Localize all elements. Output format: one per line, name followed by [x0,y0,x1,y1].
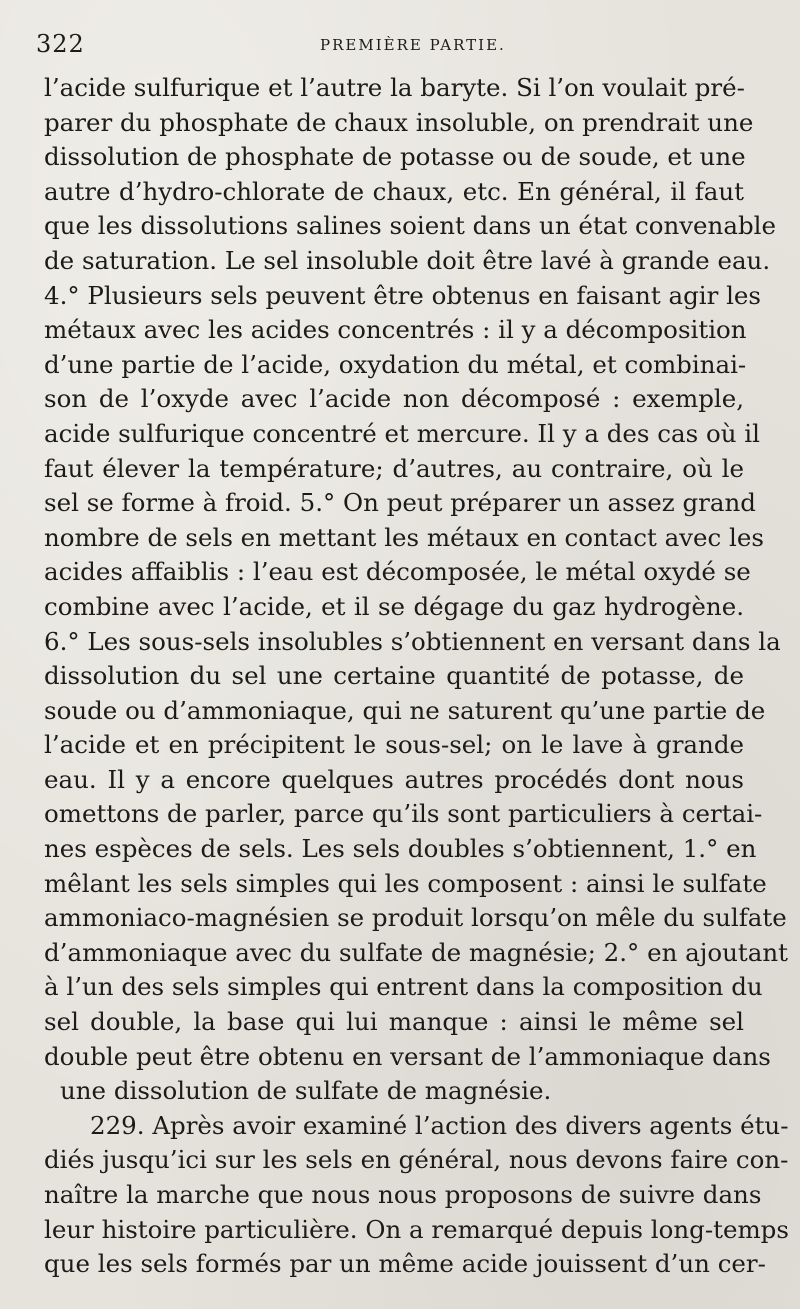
text-line: combine avec l’acide, et il se dégage du gaz hydrogène. [44,591,744,621]
running-title: PREMIÈRE PARTIE. [320,36,506,54]
text-line: métaux avec les acides concentrés : il y a décomposition [44,315,747,345]
text-line: d’ammoniaque avec du sulfate de magnésie; 2.° en ajoutant [44,937,788,967]
text-line: nombre de sels en mettant les métaux en contact avec les [44,522,764,552]
text-line: mêlant les sels simples qui les composent : ainsi le sulfate [44,868,767,898]
text-line: de saturation. Le sel insoluble doit être lavé à grande eau. [44,245,771,275]
text-line: autre d’hydro-chlorate de chaux, etc. En général, il faut [44,176,744,206]
text-line: que les sels formés par un même acide jouissent d’un cer- [44,1249,766,1279]
text-line: dissolution de phosphate de potasse ou de soude, et une [44,142,746,172]
text-line: acide sulfurique concentré et mercure. Il y a des cas où il [44,418,760,448]
text-line: leur histoire particulière. On a remarqué depuis long-temps [44,1214,789,1244]
text-line: eau. Il y a encore quelques autres procédés dont nous [44,764,744,794]
text-line: une dissolution de sulfate de magnésie. [60,1076,552,1106]
running-head [36,30,740,60]
text-line: naître la marche que nous nous proposons de suivre dans [44,1180,762,1209]
text-line: son de l’oxyde avec l’acide non décomposé : exemple, [44,384,744,414]
text-line: faut élever la température; d’autres, au contraire, où le [44,453,744,483]
text-line: sel double, la base qui lui manque : ainsi le même sel [44,1007,744,1037]
text-line: nes espèces de sels. Les sels doubles s’obtiennent, 1.° en [44,834,757,864]
body-text [44,71,789,1282]
text-line: omettons de parler, parce qu’ils sont particuliers à certai- [44,799,763,829]
paragraph-start: 229. Après avoir examiné l’action des divers agents étu- [90,1110,789,1140]
text-line: l’acide et en précipitent le sous-sel; on le lave à grande [44,730,744,760]
text-line: 6.° Les sous-sels insolubles s’obtiennent en versant dans la [44,626,781,656]
text-line: sel se forme à froid. 5.° On peut préparer un assez grand [44,488,756,518]
text-line: parer du phosphate de chaux insoluble, on prendrait une [44,107,754,137]
text-line: ammoniaco-magnésien se produit lorsqu’on mêle du sulfate [44,903,787,933]
text-line: acides affaiblis : l’eau est décomposée, le métal oxydé se [44,557,751,587]
text-line: à l’un des sels simples qui entrent dans la composition du [44,972,763,1002]
text-line: que les dissolutions salines soient dans un état convenable [44,211,776,241]
text-line: soude ou d’ammoniaque, qui ne saturent qu’une partie de [44,695,766,725]
text-line: d’une partie de l’acide, oxydation du métal, et combinai- [44,349,747,379]
text-line: diés jusqu’ici sur les sels en général, nous devons faire con- [44,1145,789,1175]
text-line: dissolution du sel une certaine quantité de potasse, de [44,661,744,691]
text-line: l’acide sulfurique et l’autre la baryte. Si l’on voulait pré- [44,73,745,102]
text-line: 4.° Plusieurs sels peuvent être obtenus en faisant agir les [44,280,761,310]
text-line: double peut être obtenu en versant de l’ammoniaque dans [44,1041,771,1071]
page-number: 322 [36,30,85,58]
